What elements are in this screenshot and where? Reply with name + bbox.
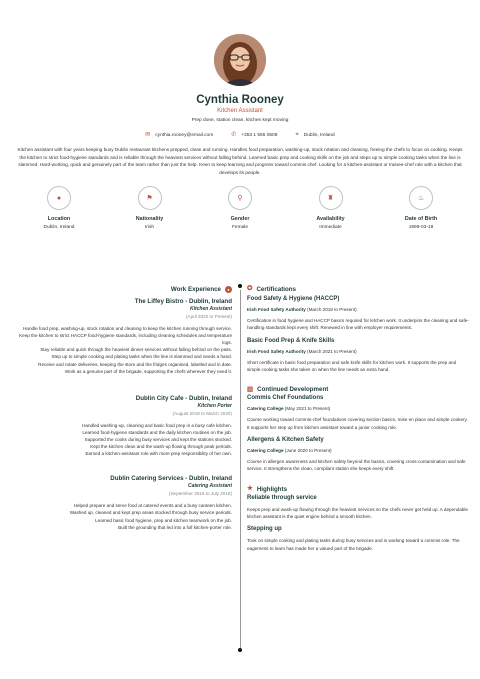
job-entry xyxy=(12,475,232,530)
job-dates: (August 2018 to March 2020) xyxy=(172,410,232,416)
star-icon: ★ xyxy=(247,485,253,492)
job-role: Catering Assistant xyxy=(188,483,232,490)
job-role: Kitchen Assistant xyxy=(189,306,232,312)
fact-value: Irish xyxy=(144,225,155,231)
entry-dates: (June 2020 to Present) xyxy=(284,448,332,454)
fact-value: Female xyxy=(232,225,248,231)
fact-location xyxy=(28,186,90,230)
job-bullet: Kept the kitchen clean and the wash-up flowing through peak periods. xyxy=(90,444,232,450)
job-role: Kitchen Porter xyxy=(197,402,232,409)
contact-email[interactable] xyxy=(145,132,213,138)
highlight-entry xyxy=(247,526,469,552)
pin-icon: ● xyxy=(47,186,71,210)
tower-icon: ♜ xyxy=(319,186,343,210)
pin-icon: ⌖ xyxy=(295,132,299,138)
fact-value: Immediate xyxy=(319,225,342,231)
section-title: Work Experience xyxy=(170,286,221,293)
entry-meta xyxy=(247,307,469,312)
entry-meta xyxy=(247,349,469,354)
fact-label: Availability xyxy=(316,216,345,223)
entry-desc: Short certificate in basic food preparation and safe knife skills for kitchen work. It supports the prep and simple cooking tasks she takes on when the line needs an extra hand. xyxy=(247,359,457,373)
person-icon: ⚲ xyxy=(228,186,252,210)
entry-issuer: Irish Food Safety Authority xyxy=(247,348,306,354)
job-bullet: Earned a kitchen-assistant role with more prep responsibility of her own. xyxy=(85,451,232,457)
job-bullet: Built the grounding that led into a full kitchen-porter role. xyxy=(118,524,232,530)
job-bullet: Helped prepare and serve food at catered events and a busy canteen kitchen. xyxy=(73,503,232,509)
job-company: Dublin Catering Services - Dublin, Ireland xyxy=(110,475,232,483)
contact-phone[interactable] xyxy=(231,132,277,138)
timeline-divider xyxy=(240,290,241,651)
job-bullet: Stay reliable and quick through the heaviest dinner services without falling behind on the pass. xyxy=(40,347,232,353)
job-company: The Liffey Bistro - Dublin, Ireland xyxy=(134,298,232,305)
entry-title: Commis Chef Foundations xyxy=(247,395,324,402)
entry-title: Reliable through service xyxy=(247,494,317,501)
highlights-heading xyxy=(247,486,469,493)
timeline-bottom-dot xyxy=(238,648,242,652)
job-bullet: Learned basic food hygiene, prep and kitchen teamwork on the job. xyxy=(95,517,232,523)
fact-nationality xyxy=(119,186,181,230)
contact-location xyxy=(295,132,334,138)
certification-entry xyxy=(247,296,469,332)
development-entry xyxy=(247,437,469,473)
job-entry xyxy=(12,298,232,375)
job-bullets xyxy=(12,502,232,530)
certification-entry xyxy=(247,338,469,374)
flag-icon: ⚑ xyxy=(138,186,162,210)
fact-label: Nationality xyxy=(135,216,164,223)
fact-label: Gender xyxy=(230,216,250,223)
development-entry xyxy=(247,395,469,431)
phone-icon: ✆ xyxy=(231,132,237,138)
entry-title: Food Safety & Hygiene (HACCP) xyxy=(247,296,340,302)
badge-icon: ✪ xyxy=(247,285,253,293)
job-bullet: Keep the kitchen to strict HACCP food-hygiene standards, including cleaning schedules and temperature logs. xyxy=(19,333,232,346)
job-bullet: Step up to simple cooking and plating tasks when the line is slammed and needs a hand. xyxy=(51,354,232,360)
details-column xyxy=(247,286,469,552)
highlight-entry xyxy=(247,495,469,521)
facts-row xyxy=(0,186,480,230)
entry-meta xyxy=(247,448,469,453)
job-entry xyxy=(12,395,232,458)
job-bullet: Handled washing-up, cleaning and basic food prep in a busy cafe kitchen. xyxy=(82,422,232,428)
entry-desc: Course working toward commis-chef foundations covering section basics, mise en place and simple cookery. It supports her step up from kitchen assistant toward a junior cooking role. xyxy=(247,417,468,430)
development-heading xyxy=(247,386,469,393)
experience-column xyxy=(12,286,232,542)
experience-heading xyxy=(12,286,232,293)
cake-icon: ♨ xyxy=(409,186,433,210)
entry-desc: Course in allergen awareness and kitchen safety beyond the basics, covering cross-contamination and safe service. It strengthens the clean, compliant station she keeps every shift. xyxy=(247,459,466,472)
section-title: Certifications xyxy=(256,286,296,293)
job-dates: (April 2020 to Present) xyxy=(186,314,232,319)
candidate-name: Cynthia Rooney xyxy=(196,94,284,106)
fact-value: Dublin, Ireland xyxy=(43,225,75,231)
phone-text: +353 1 555 0508 xyxy=(241,132,278,138)
book-icon: ▥ xyxy=(247,385,254,393)
entry-title: Basic Food Prep & Knife Skills xyxy=(247,337,335,344)
fact-gender xyxy=(209,186,271,230)
entry-desc: Took on simple cooking and plating tasks during busy services and is working toward a commis role. The eagerness to learn has made her a valued part of the brigade. xyxy=(247,538,460,551)
candidate-tagline: Prep done, station clean, kitchen kept moving xyxy=(191,118,289,123)
entry-dates: (May 2021 to Present) xyxy=(284,406,331,412)
fact-value: 1999-03-18 xyxy=(408,225,434,231)
entry-title: Stepping up xyxy=(247,526,282,533)
fact-label: Location xyxy=(47,216,71,223)
job-bullet: Supported the cooks during busy services and kept the stations stocked. xyxy=(84,436,232,442)
section-title: Highlights xyxy=(256,485,288,493)
entry-title: Allergens & Kitchen Safety xyxy=(247,437,324,444)
timeline-top-dot xyxy=(238,284,242,288)
job-company: Dublin City Cafe - Dublin, Ireland xyxy=(135,394,232,402)
entry-desc: Keeps prep and wash-up flowing through the heaviest services so the chefs never get held up. A dependable kitchen assistant is the quiet engine behind a smooth kitchen. xyxy=(247,506,468,520)
entry-meta xyxy=(247,406,469,411)
entry-desc: Certification in food hygiene and HACCP basics required for kitchen work. It underpins the cleaning and safe-handling standards kept every shift. Renewed in line with employer requirements. xyxy=(247,318,469,331)
envelope-icon: ✉ xyxy=(145,132,151,138)
profile-summary: Kitchen assistant with four years keeping busy Dublin restaurant kitchens prepped, clean and running. Handles food preparation, washing-up, stock rotation and cleaning, freeing the chefs to focus on cooking. Keeps the kitchen to strict food-hygiene standards and is reliable through the heaviest services without falling behind. Learned basic prep and cooking skills on the job and steps up to simple cooking tasks when the line is slammed. Hard-working, quick and genuinely part of the team rather than just the help. Keen to keep learning and progress toward commis chef. Looking for a kitchen-assistant or trainee-chef role with a kitchen that develops its people. xyxy=(17,147,463,175)
fact-label: Date of Birth xyxy=(404,216,438,223)
job-dates: (September 2016 to July 2018) xyxy=(168,491,232,497)
avatar xyxy=(214,34,266,86)
section-title: Continued Development xyxy=(257,386,329,394)
resume-header xyxy=(0,0,480,176)
contact-row xyxy=(0,132,480,138)
fact-dob xyxy=(390,186,452,230)
email-text: cynthia.rooney@email.com xyxy=(155,132,214,138)
job-bullet: Washed up, cleaned and kept prep areas stocked through busy service periods. xyxy=(69,510,232,516)
location-text: Dublin, Ireland xyxy=(303,132,335,138)
job-bullet: Handle food prep, washing-up, stock rotation and cleaning to keep the kitchen running through service. xyxy=(23,326,232,331)
job-bullets xyxy=(12,422,232,458)
job-bullets xyxy=(12,325,232,375)
entry-issuer: Irish Food Safety Authority xyxy=(247,307,306,312)
entry-issuer: Catering College xyxy=(247,448,284,454)
entry-dates: (March 2021 to Present) xyxy=(307,348,357,354)
briefcase-icon: ● xyxy=(225,286,232,293)
certifications-heading xyxy=(247,286,469,293)
entry-issuer: Catering College xyxy=(247,406,284,412)
candidate-role: Kitchen Assistant xyxy=(217,108,263,114)
job-bullet: Learned food-hygiene standards and the daily kitchen routines on the job. xyxy=(82,429,232,435)
entry-dates: (March 2019 to Present) xyxy=(307,307,357,312)
fact-availability xyxy=(300,186,362,230)
job-bullet: Receive and rotate deliveries, keeping the store and the fridges organised, labelled and in date. xyxy=(38,361,232,367)
job-bullet: Work as a genuine part of the brigade, supporting the chefs wherever they need it. xyxy=(64,368,232,374)
